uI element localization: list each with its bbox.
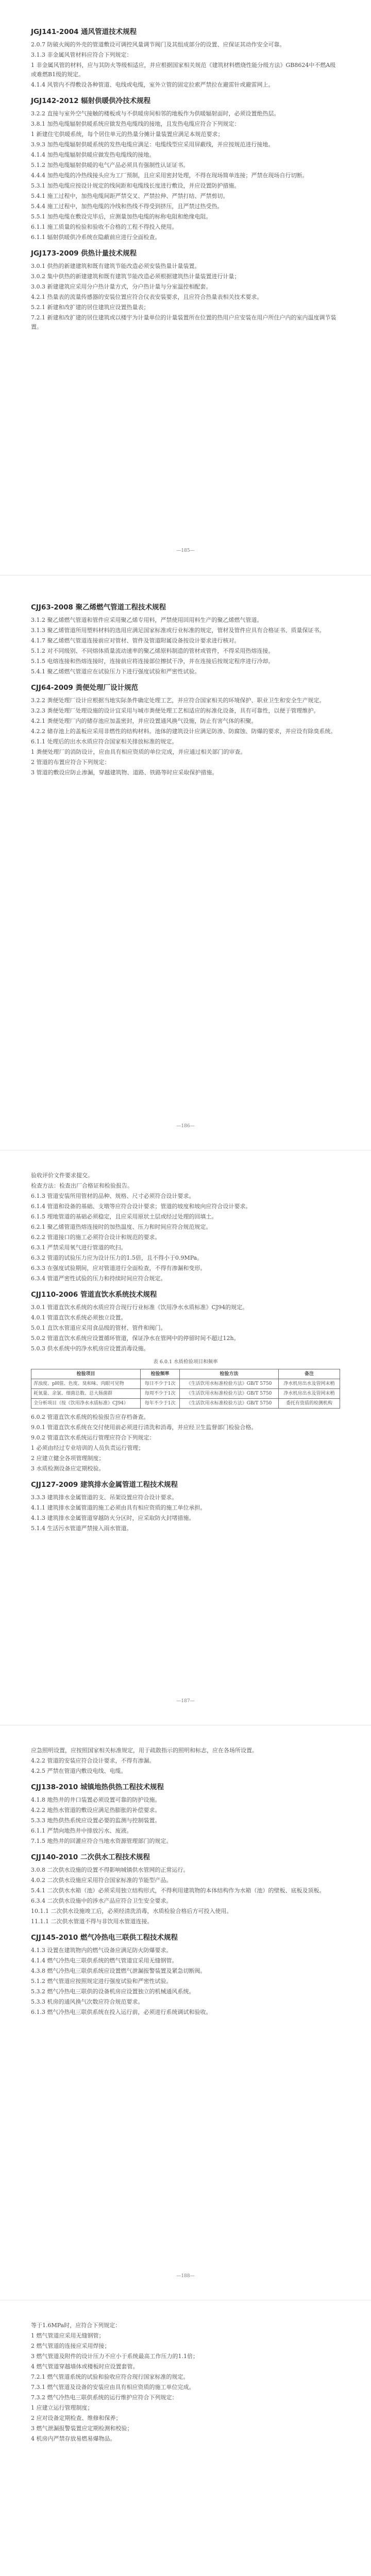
clause-text: 6.0.2 管道直饮水系统的检验报告应存档备查。: [31, 1414, 149, 1420]
clause-text: 4.2.1 粪便处理厂内的储存池应加盖密封，并应设置通风换气设施，防止有害气体的积聚。: [31, 718, 257, 724]
clause-text: 1 应建立运行管理制度；: [31, 2404, 93, 2411]
clause-text: 5.4.1 施工过程中，加热电缆间距严禁交叉、严禁拉伸、严禁打结、严禁剪切。: [31, 193, 229, 199]
section-heading: CJJ127-2009 建筑排水金属管道工程技术规程: [31, 1481, 178, 1489]
clause-text: 3.0.2 集中供热的新建建筑和既有建筑节能改造必须根据建筑热计量装置进行计量；: [31, 273, 240, 280]
clause-text: 3.1.3 聚乙烯管道所用塑料材料的选用应满足国家标准或行业标准的规定，管材及管件应具有合格证书、质量保证书。: [31, 627, 325, 634]
clause-text: 4.4.4 加热电缆的冷热线接头应为工厂预制，且应采用密封处理，不得在现场简单连接；严禁在现场自行切断。: [31, 172, 308, 179]
clause-text: 4.1.1 建筑排水金属管道的施工必须由具有相应资质的施工单位承担。: [31, 1504, 206, 1511]
clause-text: 3.0.1 管道直饮水系统的水质应符合现行行业标准《饮用净水水质标准》CJ94的规定。: [31, 1304, 248, 1311]
clause-text: 4.1.4 风管内不得敷设各种管道、电线或电缆，室外立管的固定拉索严禁拉在避雷针或避雷网上。: [31, 81, 274, 88]
clause-text: 4 燃气管道穿越墙体或楼板时应设置套管。: [31, 2363, 139, 2370]
section-heading: CJJ140-2010 二次供水工程技术规程: [31, 1853, 150, 1861]
document-page-1: [0, 0, 371, 574]
clause-text: 3.0.8 二次供水设施的设置不得影响城镇供水管网的正常运行。: [31, 1867, 189, 1873]
clause-text: 3 水质检测设备应定期校验。: [31, 1465, 105, 1472]
section-body: [31, 262, 340, 332]
page-number: —187—: [176, 1699, 195, 1704]
section-body: [31, 696, 340, 777]
table-cell: 《生活饮用水标准检验方法》GB/T 5750: [179, 1379, 278, 1389]
page-number: —188—: [176, 2274, 195, 2279]
table-cell: 《生活饮用水标准检验方法》GB/T 5750: [179, 1389, 278, 1399]
clause-text: 4.0.2 二次供水设施应采用符合国家标准的节能型产品。: [31, 1877, 172, 1884]
section-heading: CJJ63-2008 聚乙烯燃气管道工程技术规程: [31, 603, 166, 612]
clause-text: 7.3.1 燃气管道及设备的安装应由具有相应资质的施工单位完成。: [31, 2384, 195, 2391]
clause-text: 6.3.1 严禁采用氧气进行管道的吹扫。: [31, 1244, 127, 1251]
section-body: [31, 1303, 340, 1353]
clause-text: 5.1.4 生活污水管道严禁接入雨水管道。: [31, 1525, 132, 1532]
clause-text: 1 燃气管道应采用无缝钢管；: [31, 2332, 105, 2339]
clause-text: 5.1.2 加热电缆辐射供暖的电气产品必须具有强制性认证证书。: [31, 162, 189, 168]
clause-text: 5.3.3 机房的通风换气次数应符合规范要求。: [31, 1998, 144, 2005]
clause-text: 5.1.2 对不同级别、不同熔体质量流动速率的聚乙烯原料制造的管材或管件，不得采用热熔连接。: [31, 648, 274, 654]
table-cell: 浑浊度、pH值、色度、臭和味、肉眼可见物: [31, 1379, 141, 1389]
clause-text: 11.1.1 二次供水管道不得与非饮用水管道连接。: [31, 1918, 153, 1925]
clause-text: 5.3.1 加热电缆应按设计规定的线间距和电缆线长度进行敷设，并应设置防护措施。: [31, 182, 240, 189]
table-caption: 表 6.0.1 水质检验项目和频率: [153, 1359, 218, 1365]
clause-text: 4.1.8 地热井的井口装置必须设置可靠的防护设施。: [31, 1797, 161, 1803]
table-header-cell: 备注: [279, 1369, 340, 1379]
page-number: —186—: [176, 1124, 195, 1129]
clause-text: 7.2.1 燃气管道系统的试验和验收应符合现行国家标准的规定。: [31, 2374, 189, 2380]
clause-text: 6.1.1 处理后的出水水质应符合国家相关排放标准的规定。: [31, 738, 178, 745]
clause-text: 3.1.3 非金属风管材料应符合下列规定：: [31, 52, 132, 58]
clause-text: 6.3.3 在强度试验期间，应对管道进行全面检查，不得有渗漏和变形。: [31, 1265, 206, 1272]
clause-text: 3.8.1 加热电缆辐射供暖系统应做发热电缆线的接地，且发热电缆应符合下列规定：: [31, 121, 240, 127]
section-heading: CJJ145-2010 燃气冷热电三联供工程技术规程: [31, 1934, 178, 1942]
clause-text: 5.4.1 二次供水水箱（池）必须采用独立结构形式，不得利用建筑物的本体结构作为水箱（池）的壁板、底板及顶板。: [31, 1887, 325, 1894]
clause-text: 5.5.1 加热电缆在敷设完毕后，应测量加热电缆的标称电阻和绝缘电阻。: [31, 213, 212, 220]
clause-text: 2 应对设备定期检查、维修和保养；: [31, 2415, 122, 2421]
section-heading: CJJ110-2006 管道直饮水系统技术规程: [31, 1291, 157, 1299]
section-body: [31, 1946, 340, 2017]
section-body: [31, 1493, 340, 1533]
clause-text: 3.2.3 粪便处理厂处理设施的设计宜采用与城市粪便处理工艺相适应的标准化设备，具有可靠性，以便于管理维护。: [31, 707, 319, 714]
section-heading: JGJ173-2009 供热计量技术规程: [31, 249, 137, 258]
clause-text: 6.3.4 管道严密性试验的压力和持续时间应符合规定。: [31, 1275, 166, 1282]
clause-text: 4 机房内严禁存放易燃易爆物品。: [31, 2435, 116, 2442]
clause-text: 3.0.1 供热的新建建筑和既有建筑节能改造必须安装热量计量装置。: [31, 263, 200, 269]
clause-text: 5.1.2 燃气管道应按照规定进行强度试验和严密性试验。: [31, 1978, 172, 1985]
clause-text: 4.2.2 地热水管道的敷设应满足热膨胀的补偿要求。: [31, 1807, 161, 1814]
clause-text: 1 粪便处理厂的消防设计，应由具有相应资质的单位完成，并应通过相关部门的审查。: [31, 749, 246, 755]
clause-text: 6.1.3 管道安装所用管材的品种、规格、尺寸必须符合设计要求。: [31, 1193, 195, 1199]
clause-text: 5.1.5 电熔连接和热熔连接时，连接前应将连接部位擦拭干净，并在连接后按规定程序进行冷却。: [31, 658, 274, 665]
clause-text: 3.1.2 聚乙烯燃气管道和管件应采用聚乙烯专用料，严禁使用回用料生产的聚乙烯燃气管道。: [31, 617, 263, 623]
clause-text: 7.1.5 地热井的回灌应符合当地水资源管理部门的规定。: [31, 1838, 172, 1844]
clause-text: 3.2.2 直接与室外空气接触的楼板或与不供暖房间相邻的地板作为供暖辐射面时，必须设置绝热层。: [31, 110, 280, 117]
page-number: —185—: [176, 548, 195, 553]
clause-text: 6.1.5 埋地管道的基础必须稳定，且应采用原状土层或经过处理的回填土。: [31, 1213, 217, 1220]
clause-text: 3.3.3 建筑排水金属管道的支、吊架设置应符合设计要求。: [31, 1494, 178, 1501]
clause-text: 4.2.1 热量表的流量传感器的安装位置应符合仪表安装要求，且应符合热量表相关技术要求。: [31, 294, 263, 300]
clause-text: 3 燃气泄漏报警装置应定期检测和校验；: [31, 2425, 133, 2432]
clause-text: 4.2.2 管道的安装应符合设计要求，不得有渗漏。: [31, 1757, 155, 1764]
table-cell: 净水机房出水及管网末梢: [279, 1389, 340, 1399]
table-cell: 每年不少于1次: [141, 1399, 180, 1409]
table-cell: 每日不少于1次: [141, 1379, 180, 1389]
clause-text: 4.1.3 设置在建筑物内的燃气设备应满足防火防爆要求。: [31, 1947, 172, 1954]
clause-text: 5.0.3 供水系统中的净水机房应设置消毒设施。: [31, 1345, 149, 1352]
clause-text: 7.3.2 燃气冷热电三联供系统的运行维护应符合下列规定：: [31, 2394, 178, 2401]
section-heading: JGJ141-2004 通风管道技术规程: [31, 28, 137, 36]
clause-text: 5.0.1 直饮水管道应采用食品级的管材、管件和阀门。: [31, 1325, 166, 1331]
document-page-4: [0, 1725, 371, 2299]
clause-text: 2 燃气管道的连接应采用焊接；: [31, 2343, 110, 2349]
clause-text: 6.2.2 管道接口的施工必须符合设计和规范的要求。: [31, 1234, 161, 1241]
clause-text: 5.4.4 施工过程中，加热电缆的冷线和热线不得受到挤压，且严禁过热受热。: [31, 203, 223, 210]
clause-text: 应急照明设置，应按照国家相关标准规定，用于疏散指示的照明和标志，应在各场所设置。: [31, 1747, 258, 1754]
section-body: [31, 1413, 340, 1473]
clause-text: 6.1.1 严禁向地热井中排放污水、废液。: [31, 1827, 132, 1834]
table-header-row: [31, 1369, 340, 1379]
section-heading: JGJ142-2012 辐射供暖供冷技术规程: [31, 97, 151, 105]
clause-text: 6.1.1 施工质量的检验和验收不合格的工程不得投入使用。: [31, 224, 178, 230]
clause-text: 4.1.4 燃气冷热电三联供系统的燃气管道宜采用无缝钢管。: [31, 1957, 178, 1964]
section-body: [31, 40, 340, 90]
table-cell: 《生活饮用水标准检验方法》GB/T 5750: [179, 1399, 278, 1409]
clause-text: 4.1.7 聚乙烯燃气管道连接前应对管材、管件及管道附属设备按设计要求进行核对。: [31, 637, 240, 644]
table-row: [31, 1399, 340, 1409]
clause-text: 5.3.2 燃气冷热电三联供的设备机房应设置独立的机械通风系统。: [31, 1988, 195, 1995]
clause-text: 4.2.2 储存池上的盖板应采用非燃性的结构材料。池体的建筑设计应满足防渗、防腐蚀、防爆的要求，并应设有除臭系统。: [31, 728, 336, 735]
table-row: [31, 1379, 340, 1389]
table-cell: 每周不少于1次: [141, 1389, 180, 1399]
clause-text: 6.3.2 管道的试验压力应为设计压力的1.5倍，且不得小于0.9MPa。: [31, 1255, 203, 1261]
clause-text: 6.2.1 聚乙烯管道热熔连接时的加热温度、压力和时间应符合规范规定。: [31, 1224, 212, 1230]
clause-text: 6.1.4 管道和设备的基础、支墩等应符合设计要求；管道的坡度和坡向应符合设计要求。: [31, 1203, 251, 1210]
clause-text: 3.9.3 加热电缆辐射供暖系统的发热电缆应满足：电缆线型应采用屏蔽线，并应按规范进行接地。: [31, 141, 274, 148]
clause-text: 4.1.3 建筑排水金属管道穿越防火分区时，应采取防火封堵措施。: [31, 1515, 195, 1521]
clause-text: 4.1.4 加热电缆辐射供暖应做发热电缆线的接地。: [31, 151, 155, 158]
clause-text: 1 必须由经过专业培训的人员负责运行管理；: [31, 1445, 144, 1451]
clause-text: 9.0.2 管道直饮水系统运行管理应符合下列规定：: [31, 1434, 155, 1441]
clause-text: 1 非金属风管的材料，应与其防火等级相适应，并应根据国家相关规范《建筑材料燃烧性能分级方法》GB8624中不燃A级或难燃B1级的规定。: [31, 62, 336, 78]
table-row: [31, 1389, 340, 1399]
water-quality-table: [31, 1369, 340, 1409]
clause-text: 3 燃气管道及附件的设计压力不应小于系统最高工作压力的1.1倍；: [31, 2353, 198, 2360]
table-cell: 全分析项目（按《饮用净水水质标准》CJ94）: [31, 1399, 141, 1409]
clause-text: 5.4.1 聚乙烯燃气管道应在试验压力下进行强度试验和严密性试验。: [31, 668, 200, 675]
clause-text: 4.0.1 管道直饮水系统必须独立设置。: [31, 1314, 127, 1321]
section-body: [31, 1795, 340, 1846]
clause-text: 6.1.3 燃气冷热电三联供系统在投入运行前，必须进行系统调试和验收。: [31, 2009, 212, 2015]
table-header-cell: 检验项目: [31, 1369, 141, 1379]
table-cell: 耗氧量、余氯、细菌总数、总大肠菌群: [31, 1389, 141, 1399]
clause-text: 4.3.8 燃气冷热电三联供系统应设置燃气泄漏报警装置及紧急切断阀。: [31, 1968, 206, 1974]
clause-text: 10.1.1 二次供水设施竣工后，必须经清洗消毒，水质检验合格后方可投入使用。: [31, 1908, 232, 1914]
document-page-5: [0, 2300, 371, 2576]
section-body: [31, 616, 340, 676]
clause-text: 3.0.3 新建建筑应采用分户热计量方式，分户热计量与分室温控相配套。: [31, 283, 212, 290]
clause-text: 3.2.2 粪便处理厂设计应根据当地实际条件确定处理工艺，并应符合国家相关的环境保护、职业卫生和安全生产规定。: [31, 697, 325, 704]
clause-text: 1 新建住宅供暖系统，每个居住单元的热量分摊计量装置应满足本规范要求；: [31, 131, 224, 138]
clause-text: 4.2.5 严禁在管道内敷设电线、电缆。: [31, 1768, 127, 1774]
section-body: [31, 1171, 340, 1283]
clause-text: 5.2.1 新建和改扩建的居住建筑应设置热量表；: [31, 304, 149, 311]
section-body: [31, 109, 340, 242]
section-body: [31, 2321, 340, 2444]
section-body: [31, 1866, 340, 1926]
table-header-cell: 检验方法: [179, 1369, 278, 1379]
clause-text: 2.0.7 防破火阀的外壳的管道敷设可调控风量调节阀门及其组成部分的设置、应保证其动作安全可靠。: [31, 41, 285, 48]
table-header-cell: 检验频率: [141, 1369, 180, 1379]
clause-text: 9.0.1 管道直饮水系统在交付使用前必须进行清洗和消毒，并应经卫生监督部门检验合格。: [31, 1424, 257, 1431]
clause-text: 6.1.1 辐射供暖供冷系统在隐蔽前应进行全面检查。: [31, 234, 161, 241]
clause-text: 检查方法：检查出厂合格证和检验报告。: [31, 1182, 133, 1189]
section-body: [31, 1746, 340, 1776]
clause-text: 3 管道的敷设应防止渗漏，穿越建筑物、道路、铁路等时应采取保护措施。: [31, 769, 218, 776]
table-cell: 净水机房出水及管网末梢: [279, 1379, 340, 1389]
document-page-3: [0, 1150, 371, 1724]
clause-text: 6.3.4 二次供水设施中的涉水产品应符合卫生安全要求。: [31, 1897, 172, 1904]
table-cell: 委托有资质的检测机构: [279, 1399, 340, 1409]
clause-text: 5.3.3 地热供热系统应设置必要的监测与控制装置。: [31, 1817, 161, 1824]
clause-text: 等于1.6MPa时，应符合下列规定：: [31, 2322, 121, 2329]
section-heading: CJJ64-2009 粪便处理厂设计规范: [31, 684, 139, 692]
clause-text: 2 管道的布置应符合下列规定：: [31, 759, 110, 766]
clause-text: 5.0.2 管道直饮水系统应设置循环管道，保证净水在管网中的停留时间不超过12h。: [31, 1335, 240, 1342]
clause-text: 2 应建立健全各项管理制度；: [31, 1455, 105, 1462]
clause-text: 验收评价文件要求提交。: [31, 1172, 93, 1179]
document-page-2: [0, 575, 371, 1149]
clause-text: 7.2.1 新建和改扩建的居住建筑或以楼宇为计量单位的计量装置所在位置的热用户应安装在用户所住户内的室内温度调节装置。: [31, 314, 336, 330]
section-heading: CJJ138-2010 城镇地热供热工程技术规程: [31, 1783, 164, 1791]
